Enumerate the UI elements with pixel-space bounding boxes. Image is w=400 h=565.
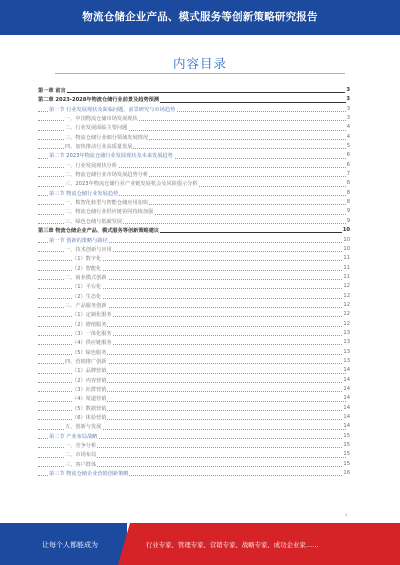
toc-entry-label: 第三节 物流仓储企业营销创新策略 <box>49 471 129 478</box>
toc-entry[interactable] <box>38 432 350 441</box>
toc-entry-label: （1）数字化 <box>72 256 102 263</box>
toc-entry-label: 第一节 创新的策略与路径 <box>49 237 108 244</box>
toc-entry[interactable] <box>38 142 350 151</box>
toc-entry[interactable] <box>38 292 350 301</box>
toc-entry-page: 8 <box>346 199 350 206</box>
toc-entry-label: （4）渠道营销 <box>72 396 107 403</box>
toc-entry[interactable] <box>38 460 350 469</box>
toc-entry-label: （2）增值服务 <box>72 321 107 328</box>
toc-entry-label: 一、行业发展现状分析 <box>65 162 117 169</box>
toc-entry-page: 15 <box>343 460 350 467</box>
toc-entry-label: 第二节 2023年物流仓储行业发展现状及未来发展趋势 <box>49 153 173 160</box>
toc-entry-page: 10 <box>343 245 350 252</box>
toc-entry[interactable] <box>38 282 350 291</box>
toc-entry-label: （1）品牌营销 <box>72 368 107 375</box>
toc-entry-label: 第二章 2023-2028年物流仓储行业前景及趋势预测 <box>38 97 160 104</box>
toc-entry-label: （4）供应链服务 <box>72 340 112 347</box>
toc-entry[interactable] <box>38 357 350 366</box>
page-number: 1 <box>345 512 348 517</box>
toc-entry-page: 9 <box>346 217 350 224</box>
toc-entry[interactable] <box>38 189 350 198</box>
toc-entry-label: （1）定制化服务 <box>72 312 112 319</box>
toc-entry-label: 三、产品服务创新 <box>65 302 107 309</box>
toc-entry[interactable] <box>38 273 350 282</box>
toc-entry-page: 13 <box>343 348 350 355</box>
toc-entry[interactable] <box>38 366 350 375</box>
toc-entry-label: 二、商业模式创新 <box>65 274 107 281</box>
toc-entry-page: 14 <box>343 423 350 430</box>
toc-entry-page: 13 <box>343 339 350 346</box>
toc-entry[interactable] <box>38 441 350 450</box>
toc-entry[interactable] <box>38 469 350 478</box>
toc-entry-page: 13 <box>343 357 350 364</box>
toc-entry-page: 16 <box>343 470 350 477</box>
toc-entry-label: （5）数据营销 <box>72 405 107 412</box>
toc-entry-label: （3）一体化服务 <box>72 330 112 337</box>
title-divider <box>55 73 345 74</box>
toc-entry-page: 3 <box>346 87 350 93</box>
toc-entry[interactable] <box>38 348 350 357</box>
toc-entry-label: （2）内容营销 <box>72 377 107 384</box>
toc-entry[interactable] <box>38 226 350 235</box>
toc-entry-label: 第一节 行业发展现状及面临问题，前景研究与市场趋势 <box>49 106 176 113</box>
toc-entry[interactable] <box>38 245 350 254</box>
toc-entry-page: 11 <box>343 264 350 271</box>
toc-entry[interactable] <box>38 329 350 338</box>
toc-entry[interactable] <box>38 86 350 95</box>
toc-entry-label: 二、市场布局 <box>65 452 97 459</box>
toc-entry[interactable] <box>38 161 350 170</box>
toc-entry-label: 三、客户群体 <box>65 461 97 468</box>
toc-entry[interactable] <box>38 254 350 263</box>
toc-entry-page: 14 <box>343 367 350 374</box>
toc-entry-label: 四、加快推动行业高质量发展 <box>65 144 133 151</box>
toc-entry-page: 14 <box>343 376 350 383</box>
toc-entry[interactable] <box>38 179 350 188</box>
toc-entry-page: 6 <box>346 161 350 168</box>
toc-entry[interactable] <box>38 301 350 310</box>
toc-entry-label: 一、数智化转型与智能仓储应用加快 <box>65 200 149 207</box>
toc-entry-page: 15 <box>343 442 350 449</box>
toc-entry[interactable] <box>38 217 350 226</box>
toc-entry-label: 三、2023年物流仓储行业产业链发展机会及风险提示分析 <box>65 181 198 188</box>
toc-entry-label: 一、技术创新与应用 <box>65 246 112 253</box>
table-of-contents <box>38 86 350 478</box>
footer-banner <box>0 523 400 565</box>
toc-entry-label: 四、营销推广创新 <box>65 358 107 365</box>
toc-entry-label: （1）平台化 <box>72 284 102 291</box>
toc-entry-page: 14 <box>343 386 350 392</box>
toc-entry-page: 13 <box>343 329 350 336</box>
toc-entry-page: 15 <box>343 451 350 458</box>
toc-entry[interactable] <box>38 170 350 179</box>
toc-entry[interactable] <box>38 123 350 132</box>
toc-entry-label: 五、创新与发展 <box>65 424 102 431</box>
toc-entry[interactable] <box>38 198 350 207</box>
toc-entry-page: 3 <box>346 115 350 122</box>
toc-entry-label: 二、物流仓储行业供应链协同持续加强 <box>65 209 154 216</box>
toc-entry-page: 4 <box>346 133 350 140</box>
toc-entry[interactable] <box>38 450 350 459</box>
toc-entry-label: 一、中国物流仓储市场发展现状 <box>65 116 138 123</box>
toc-entry-label: 二、物流仓储行业市场发展趋势分析 <box>65 172 149 179</box>
toc-entry-label: 第二节 产业布局战略 <box>49 433 98 440</box>
footer-slogan-right: 行业专家、管理专家、营销专家、战略专家、成功企业家…… <box>146 541 319 549</box>
toc-entry-page: 12 <box>343 292 350 299</box>
toc-entry-page: 11 <box>343 255 350 262</box>
toc-entry-page: 3 <box>346 96 350 103</box>
toc-entry-page: 9 <box>346 208 350 215</box>
toc-leader <box>38 92 346 93</box>
toc-entry-label: 第三章 物流仓储企业产品、模式服务等创新策略建议 <box>38 228 160 235</box>
toc-entry[interactable] <box>38 404 350 413</box>
toc-entry[interactable] <box>38 207 350 216</box>
toc-entry-label: 三、物流仓储行业细分领域发展情况 <box>65 134 149 141</box>
toc-entry-label: （6）体验营销 <box>72 415 107 422</box>
toc-entry[interactable] <box>38 413 350 422</box>
toc-entry[interactable] <box>38 376 350 385</box>
toc-title: 内容目录 <box>172 56 227 71</box>
toc-entry[interactable] <box>38 264 350 273</box>
toc-entry-label: 第一章 前言 <box>38 88 66 94</box>
toc-entry-page: 7 <box>346 171 350 178</box>
toc-entry-page: 3 <box>346 105 350 112</box>
toc-entry[interactable] <box>38 236 350 245</box>
toc-entry[interactable] <box>38 310 350 319</box>
toc-entry-label: 一、竞争分析 <box>65 443 97 450</box>
toc-entry-label: 三、绿色仓储与低碳发展 <box>65 218 123 225</box>
toc-entry-page: 6 <box>346 152 350 159</box>
toc-entry-page: 12 <box>343 283 350 290</box>
toc-entry-page: 12 <box>343 320 350 327</box>
toc-entry-page: 12 <box>343 311 350 318</box>
toc-entry[interactable] <box>38 151 350 160</box>
toc-entry-page: 14 <box>343 395 350 402</box>
header-banner <box>0 0 400 35</box>
toc-entry-label: （3）社群营销 <box>72 387 107 393</box>
toc-entry-label: （5）绿色服务 <box>72 349 107 356</box>
footer-slogan-left: 让每个人都能成为 <box>42 541 98 549</box>
toc-entry[interactable] <box>38 422 350 431</box>
toc-entry-page: 14 <box>343 414 350 421</box>
toc-entry-page: 4 <box>346 124 350 131</box>
toc-entry-page: 10 <box>342 227 350 234</box>
toc-entry-page: 15 <box>343 432 350 439</box>
toc-entry-page: 14 <box>343 404 350 411</box>
toc-entry-page: 11 <box>343 273 350 280</box>
toc-entry-label: 第三节 物流仓储行业发展趋势 <box>49 190 119 197</box>
toc-entry-page: 8 <box>346 180 350 187</box>
toc-entry-page: 10 <box>343 236 350 243</box>
toc-entry-label: （2）智能化 <box>72 265 102 272</box>
report-title: 物流仓储企业产品、模式服务等创新策略研究报告 <box>82 11 318 23</box>
toc-entry-page: 8 <box>346 189 350 196</box>
toc-entry-page: 5 <box>346 143 350 150</box>
toc-entry[interactable] <box>38 394 350 403</box>
toc-entry[interactable] <box>38 95 350 104</box>
toc-entry-page: 12 <box>343 301 350 308</box>
toc-entry-label: 二、行业发展面临主要问题 <box>65 125 128 132</box>
toc-entry[interactable] <box>38 105 350 114</box>
toc-entry-label: （2）生态化 <box>72 293 102 300</box>
toc-entry[interactable] <box>38 320 350 329</box>
toc-entry[interactable] <box>38 133 350 142</box>
toc-entry[interactable] <box>38 338 350 347</box>
toc-entry[interactable] <box>38 385 350 394</box>
toc-entry[interactable] <box>38 114 350 123</box>
